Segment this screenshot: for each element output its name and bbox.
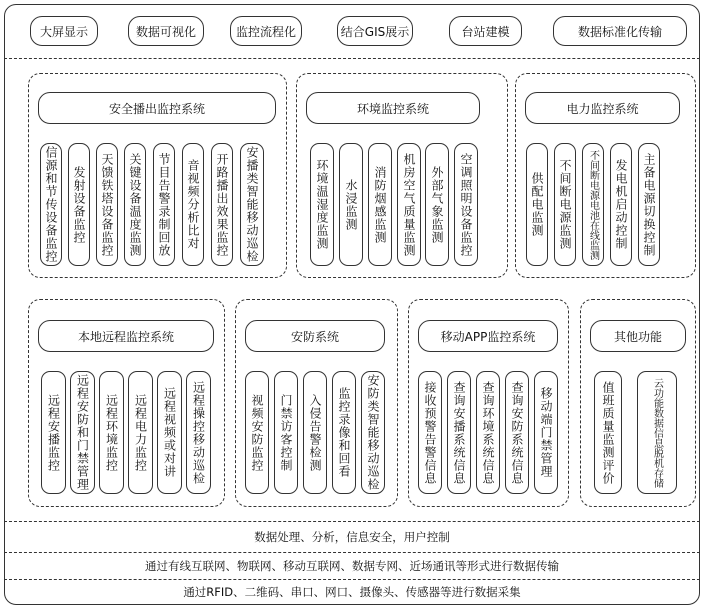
layer-collection: 通过RFID、二维码、串口、网口、摄像头、传感器等进行数据采集 (183, 585, 521, 599)
remote-item: 远程电力监控 (128, 371, 153, 494)
top-item-process-monitoring: 监控流程化 (230, 16, 302, 46)
broadcast-item: 节目告警录制回放 (153, 143, 175, 266)
broadcast-item: 天馈铁塔设备监控 (96, 143, 118, 266)
power-item: 不间断电源电池在线监测 (582, 143, 604, 266)
top-item-big-screen: 大屏显示 (30, 16, 98, 46)
broadcast-title: 安全播出监控系统 (38, 92, 276, 124)
environment-item: 外部气象监测 (425, 143, 449, 266)
broadcast-item: 音视频分析比对 (182, 143, 204, 266)
layer-transmission: 通过有线互联网、物联网、移动互联网、数据专网、近场通讯等形式进行数据传输 (145, 559, 559, 573)
security-item: 入侵告警检测 (303, 371, 327, 494)
mobile-item: 查询安播系统信息 (447, 371, 471, 494)
broadcast-item: 开路播出效果监控 (211, 143, 233, 266)
broadcast-item: 信源和节传设备监控 (40, 143, 62, 266)
security-item: 安防类智能移动巡检 (361, 371, 385, 494)
mobile-title: 移动APP监控系统 (418, 320, 558, 352)
mobile-item: 移动端门禁管理 (534, 371, 558, 494)
broadcast-item: 发射设备监控 (68, 143, 90, 266)
environment-item: 消防烟感监测 (368, 143, 392, 266)
other-title: 其他功能 (590, 320, 686, 352)
separator-top (4, 58, 700, 59)
environment-item: 水浸监测 (339, 143, 363, 266)
power-item: 不间断电源监测 (554, 143, 576, 266)
remote-title: 本地远程监控系统 (38, 320, 214, 352)
environment-item: 环境温湿度监测 (310, 143, 334, 266)
other-item: 值班质量监测评价 (594, 371, 622, 494)
power-title: 电力监控系统 (525, 92, 680, 124)
environment-item: 空调照明设备监控 (454, 143, 478, 266)
mobile-item: 接收预警告警信息 (418, 371, 442, 494)
power-item: 发电机启动控制 (610, 143, 632, 266)
top-item-station-modeling: 台站建模 (449, 16, 522, 46)
mobile-item: 查询安防系统信息 (505, 371, 529, 494)
security-item: 监控录像和回看 (332, 371, 356, 494)
top-item-gis: 结合GIS展示 (337, 16, 413, 46)
power-item: 主备电源切换控制 (638, 143, 660, 266)
security-item: 视频安防监控 (245, 371, 269, 494)
remote-item: 远程操控移动巡检 (186, 371, 211, 494)
power-item: 供配电监测 (526, 143, 548, 266)
environment-item: 机房空气质量监测 (397, 143, 421, 266)
mobile-item: 查询环境系统信息 (476, 371, 500, 494)
security-item: 门禁访客控制 (274, 371, 298, 494)
broadcast-item: 安播类智能移动巡检 (240, 143, 264, 266)
remote-item: 远程环境监控 (99, 371, 124, 494)
top-item-visualization: 数据可视化 (128, 16, 204, 46)
environment-title: 环境监控系统 (306, 92, 480, 124)
layer-data-processing: 数据处理、分析，信息安全，用户控制 (254, 530, 450, 544)
broadcast-item: 关键设备温度监测 (124, 143, 146, 266)
remote-item: 远程安播监控 (41, 371, 66, 494)
remote-item: 远程视频或对讲 (157, 371, 182, 494)
remote-item: 远程安防和门禁管理 (70, 371, 95, 494)
security-title: 安防系统 (245, 320, 385, 352)
top-item-data-standard: 数据标准化传输 (553, 16, 687, 46)
other-item: 云功能数据信息脱机存储 (637, 371, 677, 494)
